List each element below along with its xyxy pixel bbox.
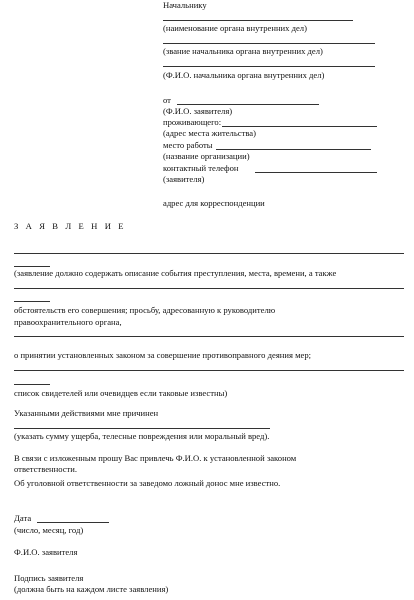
statement-line-1b[interactable] [14,266,50,267]
applicant-from-label: от [163,95,171,105]
applicant-name-line[interactable] [177,104,319,105]
request-text-2: ответственности. [14,464,78,474]
request-text-1: В связи с изложенным прошу Вас привлечь Ф.И.О. к установленной законом [14,453,297,463]
addressee-rank-hint: (звание начальника органа внутренних дел) [163,46,323,56]
addressee-label: Начальнику [163,0,207,10]
statement-line-4b[interactable] [14,384,50,385]
statement-text-5: список свидетелей или очевидцев если таковые известны) [14,388,228,398]
signature-hint: (должна быть на каждом листе заявления) [14,584,169,594]
signature-label: Подпись заявителя [14,573,84,583]
statement-line-1[interactable] [14,253,404,254]
statement-line-3[interactable] [14,336,404,337]
addressee-rank-line[interactable] [163,43,375,44]
addressee-name-line[interactable] [163,66,375,67]
statement-line-2[interactable] [14,288,404,289]
applicant-org-hint: (название организации) [163,151,250,161]
applicant-phone-label: контактный телефон [163,163,239,173]
document-title: З А Я В Л Е Н И Е [14,221,127,231]
applicant-work-line[interactable] [216,149,371,150]
statement-line-4[interactable] [14,370,404,371]
applicant-phone-line[interactable] [255,172,377,173]
damage-label: Указанными действиями мне причинен [14,408,159,418]
statement-text-3: правоохранительного органа, [14,317,122,327]
applicant-phone-hint: (заявителя) [163,174,205,184]
applicant-correspondence-label: адрес для корреспонденции [163,198,265,208]
statement-text-2: обстоятельств его совершения; просьбу, адресованную к руководителю [14,305,276,315]
date-line[interactable] [37,522,109,523]
damage-hint: (указать сумму ущерба, телесные повреждения или моральный вред). [14,431,270,441]
applicant-address-line[interactable] [222,126,377,127]
date-hint: (число, месяц, год) [14,525,84,535]
applicant-address-hint: (адрес места жительства) [163,128,256,138]
applicant-name-hint: (Ф.И.О. заявителя) [163,106,233,116]
statement-hint-1: (заявление должно содержать описание события преступления, места, времени, а также [14,268,337,278]
applicant-name-footer-label: Ф.И.О. заявителя [14,547,78,557]
date-label: Дата [14,513,32,523]
applicant-work-label: место работы [163,140,213,150]
addressee-org-line[interactable] [163,20,353,21]
statement-line-2b[interactable] [14,301,50,302]
addressee-org-hint: (наименование органа внутренних дел) [163,23,307,33]
addressee-name-hint: (Ф.И.О. начальника органа внутренних дел) [163,70,325,80]
damage-line[interactable] [14,428,270,429]
statement-text-4: о принятии установленных законом за совершение противоправного деяния мер; [14,350,312,360]
applicant-residing-label: проживающего: [163,117,222,127]
liability-warning: Об уголовной ответственности за заведомо ложный донос мне известно. [14,478,281,488]
